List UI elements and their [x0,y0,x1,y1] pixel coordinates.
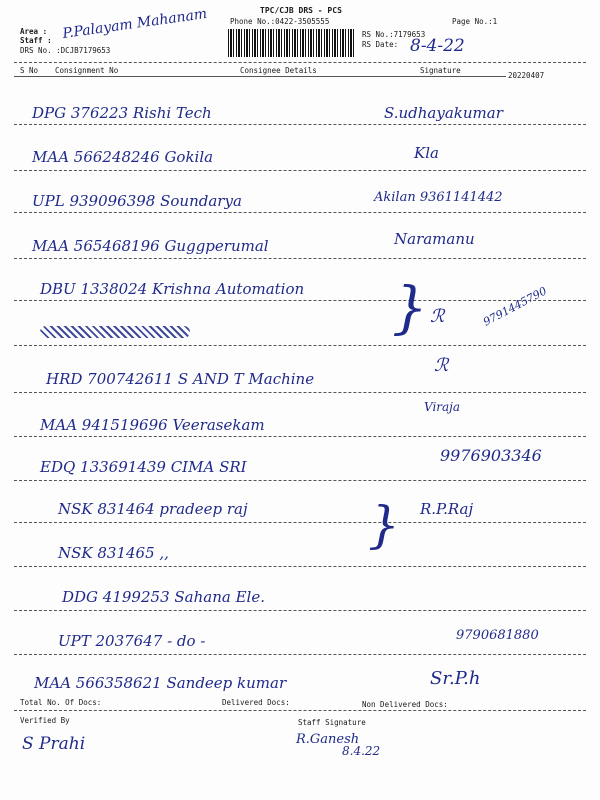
row-signature: 9976903346 [440,446,542,465]
rs-date-handwritten: 8-4-22 [410,36,465,56]
row-signature: Viraja [424,400,461,414]
staff-handwritten: P.Palayam Mahanam [61,5,209,43]
staff-signature-hand: R.Ganesh [296,732,360,747]
staff-signature-date: 8.4.22 [342,744,381,758]
consignment-row: HRD 700742611 S AND T Machine [46,370,315,388]
row-rule [14,258,586,259]
row-rule [14,345,586,346]
row-signature: 9791445790 [481,284,549,329]
row-signature: Kla [414,144,439,162]
row-signature: S.udhayakumar [384,104,503,122]
row-rule [14,654,586,655]
row-rule [14,300,586,301]
staff-label: Staff : [20,36,52,45]
page-number: Page No.:1 [452,17,498,26]
row-rule [14,436,586,437]
struck-out-entry [40,326,190,338]
row-rule [14,522,586,523]
barcode [228,29,356,57]
column-divider [14,76,506,77]
row-signature: 9790681880 [456,628,539,643]
consignment-row: UPL 939096398 Soundarya [32,192,242,210]
verified-by-label: Verified By [20,716,70,725]
consignment-row: NSK 831465 ,, [58,544,169,562]
consignment-row: MAA 565468196 Guggperumal [32,237,269,255]
staff-signature-label: Staff Signature [298,718,366,727]
brace-mark: } [368,496,400,554]
consignment-row: MAA 566248246 Gokila [32,148,214,166]
consignment-row: DBU 1338024 Krishna Automation [40,280,305,298]
brace-mark: } [392,276,428,341]
footer-divider [14,710,586,711]
row-signature: Akilan 9361141442 [374,190,503,205]
row-rule [14,610,586,611]
column-consignee: Consignee Details [240,66,317,75]
consignment-row: EDQ 133691439 CIMA SRI [40,458,247,476]
column-sno: S No [20,66,39,75]
rs-date-label: RS Date: [362,40,399,49]
consignment-row: DDG 4199253 Sahana Ele. [62,588,265,606]
signature-mark: ℛ [434,355,449,376]
row-signature: Sr.P.h [430,668,481,689]
non-delivered-docs: Non Delivered Docs: [362,700,448,709]
verified-by-signature: S Prahi [22,734,86,754]
header-divider [14,62,586,63]
drs-number: DRS No. :DCJB7179653 [20,46,111,55]
date-stamp: 20220407 [508,71,545,80]
row-signature: R.P.Raj [420,500,474,518]
signature-mark: ℛ [430,306,445,327]
delivered-docs: Delivered Docs: [222,698,290,707]
consignment-row: NSK 831464 pradeep raj [58,500,248,518]
consignment-row: MAA 566358621 Sandeep kumar [34,674,287,692]
row-rule [14,566,586,567]
phone-number: Phone No.:0422-3505555 [230,17,330,26]
consignment-row: UPT 2037647 - do - [58,632,206,650]
row-rule [14,170,586,171]
area-label: Area : [20,27,48,36]
consignment-row: MAA 941519696 Veerasekam [40,416,265,434]
rs-number: RS No.:7179653 [362,30,426,39]
row-signature: Naramanu [394,230,475,248]
total-docs: Total No. Of Docs: [20,698,102,707]
consignment-row: DPG 376223 Rishi Tech [32,104,212,122]
row-rule [14,124,586,125]
row-rule [14,392,586,393]
document-title: TPC/CJB DRS - PCS [260,6,342,15]
row-rule [14,480,586,481]
column-signature: Signature [420,66,461,75]
row-rule [14,212,586,213]
column-consignment: Consignment No [55,66,119,75]
